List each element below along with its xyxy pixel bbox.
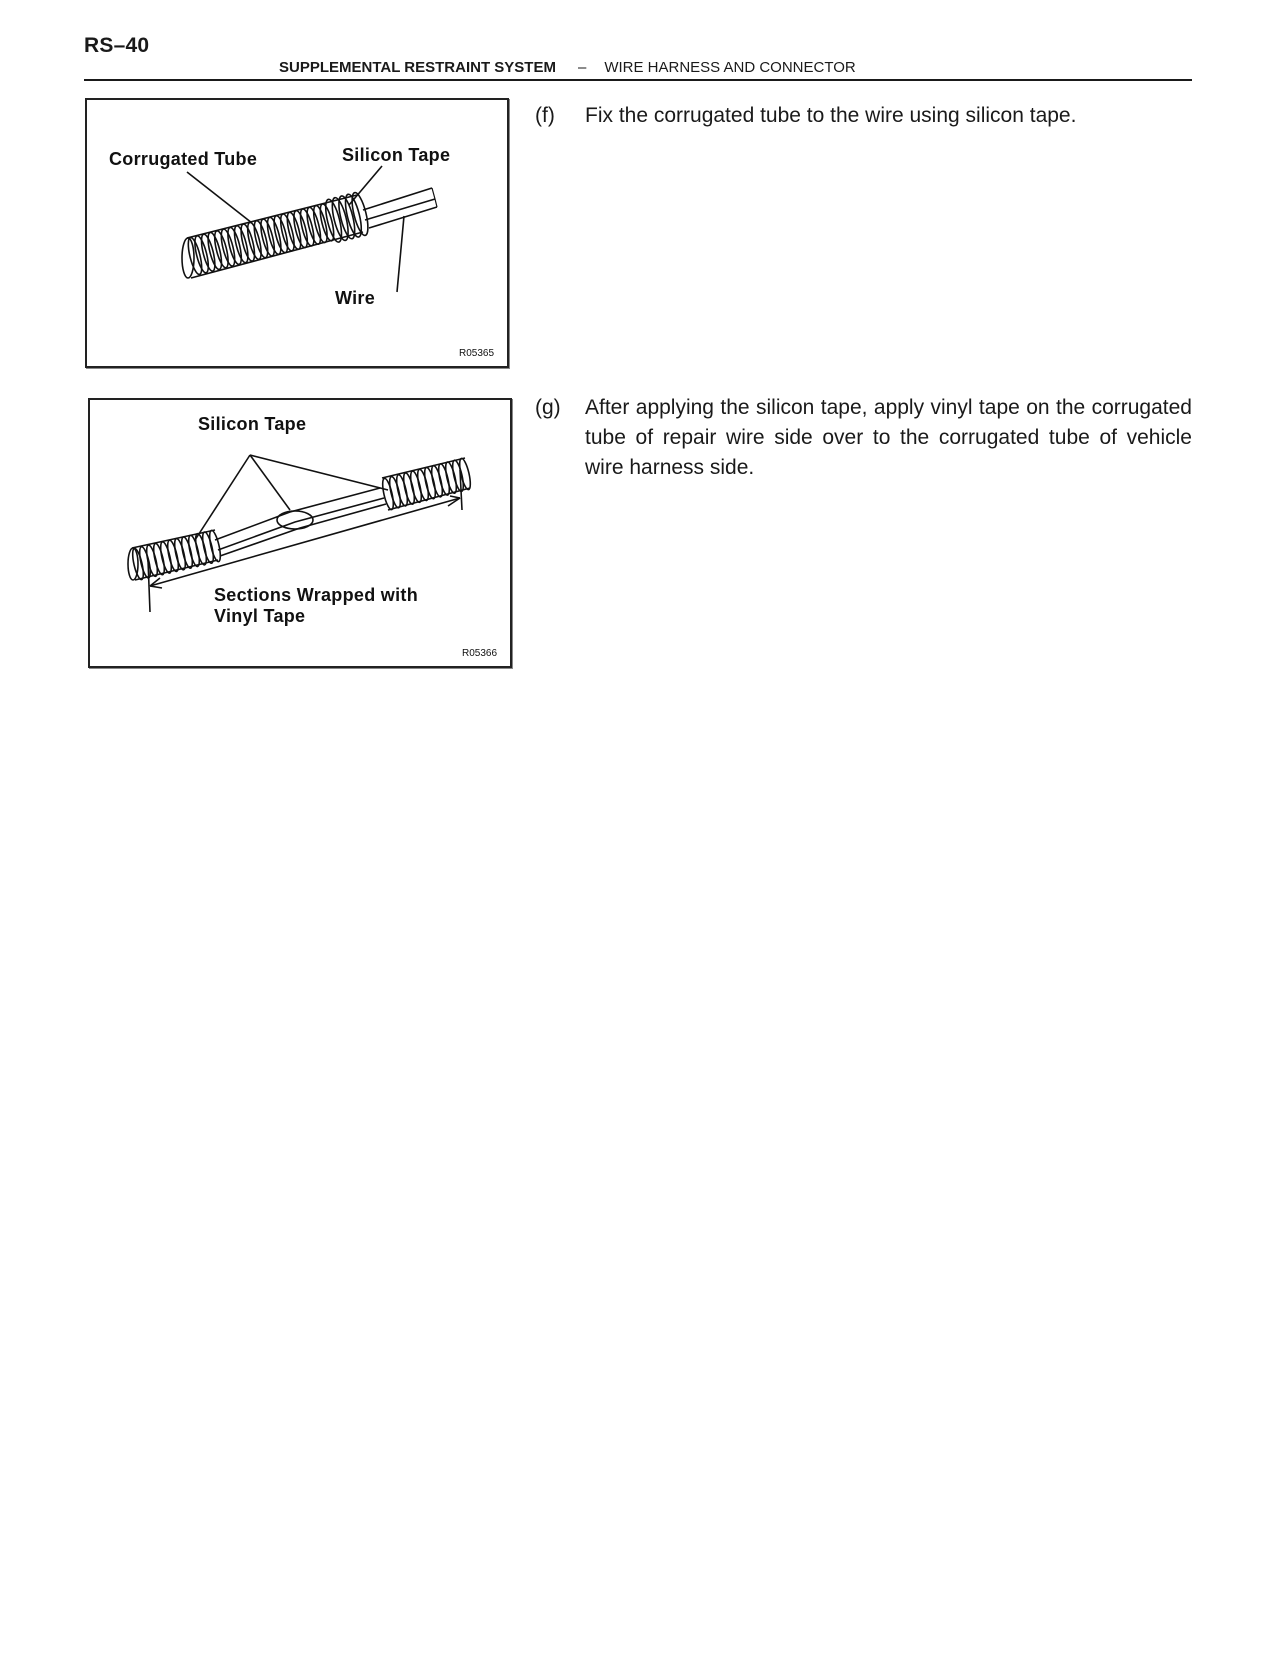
corrugation-ring [194, 533, 209, 566]
label-silicon-tape: Silicon Tape [198, 414, 307, 434]
step-marker: (f) [535, 104, 555, 127]
running-header [279, 59, 856, 76]
figure-code: R05365 [459, 348, 495, 359]
header-separator: – [577, 59, 587, 76]
corrugation-ring [395, 474, 410, 507]
corrugation-ring [402, 472, 417, 505]
figure-code: R05366 [462, 648, 498, 659]
corrugation-ring [166, 539, 181, 572]
label-silicon-tape: Silicon Tape [342, 145, 451, 165]
corrugation-ring [180, 536, 195, 569]
corrugation-ring [416, 468, 431, 501]
header-system-title: SUPPLEMENTAL RESTRAINT SYSTEM [279, 59, 556, 76]
figure-corrugated-tube [85, 98, 509, 368]
step-text: After applying the silicon tape, apply vinyl tape on the corrugated tube of repair wire side over to the corrugated tube of vehicle wire harness side. [585, 396, 1192, 479]
corrugation-ring [388, 476, 403, 509]
step-marker: (g) [535, 396, 561, 419]
step-f [535, 101, 1192, 131]
corrugation-ring [187, 534, 202, 567]
corrugation-ring [437, 463, 452, 496]
corrugation-ring [201, 531, 216, 564]
step-g [535, 393, 1192, 483]
header-rule [84, 79, 1192, 81]
corrugation-ring [451, 459, 466, 492]
figure-vinyl-tape [88, 398, 512, 668]
corrugation-ring [409, 470, 424, 503]
corrugation-ring [145, 544, 160, 577]
corrugation-ring [430, 465, 445, 498]
corrugated-tube-illustration [87, 100, 507, 366]
label-corrugated-tube: Corrugated Tube [109, 149, 258, 169]
corrugation-ring [444, 461, 459, 494]
corrugation-ring [423, 467, 438, 500]
corrugation-ring [152, 543, 167, 576]
corrugation-ring [138, 546, 153, 579]
label-wire: Wire [335, 288, 376, 308]
page-number: RS–40 [84, 34, 150, 57]
label-vinyl-tape: Vinyl Tape [214, 606, 306, 626]
header-section-title: WIRE HARNESS AND CONNECTOR [604, 59, 856, 76]
label-sections-wrapped: Sections Wrapped with [214, 585, 418, 605]
corrugation-ring [159, 541, 174, 574]
corrugation-ring [208, 530, 223, 563]
corrugation-ring [173, 538, 188, 571]
step-text: Fix the corrugated tube to the wire using silicon tape. [585, 104, 1077, 127]
